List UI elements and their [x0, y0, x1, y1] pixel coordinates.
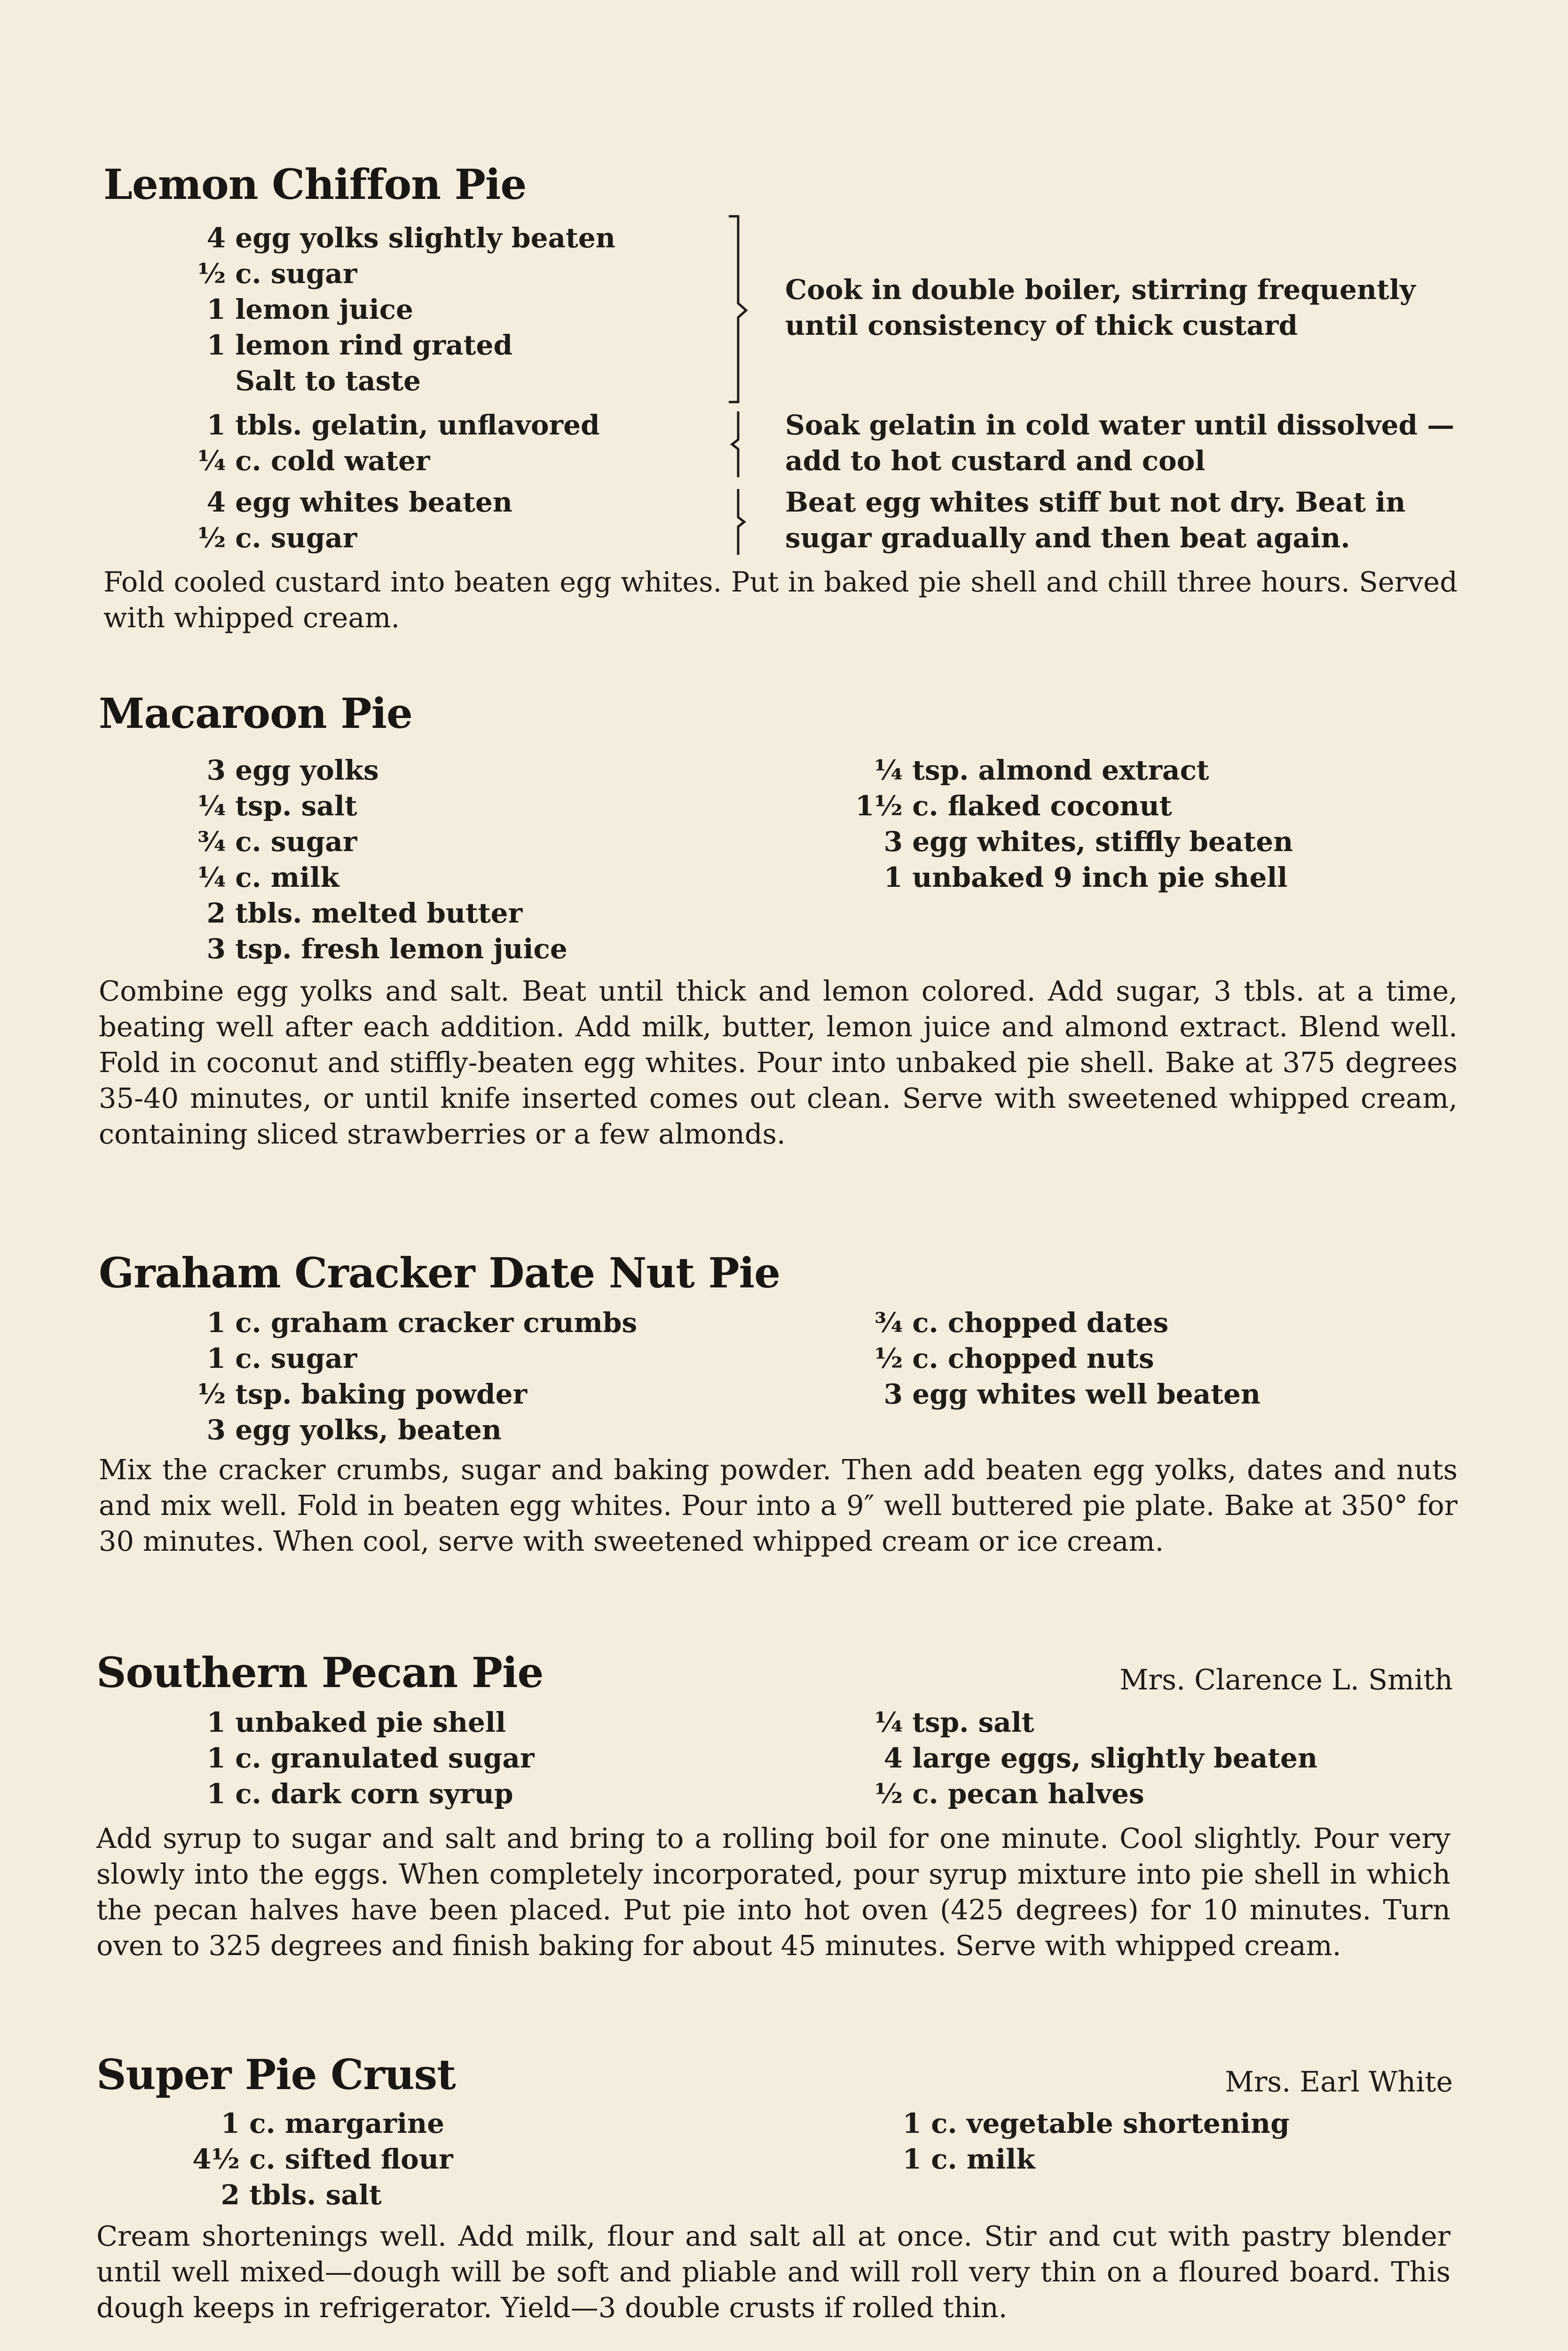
- crust-title: Super Pie Crust: [96, 2050, 456, 2099]
- crust-author: Mrs. Earl White: [1225, 2066, 1453, 2099]
- ingredient-line: 1 c. graham cracker crumbs: [206, 1307, 638, 1339]
- ingredient-line: 1 c. dark corn syrup: [206, 1778, 513, 1810]
- ingredient-line: ¼ tsp. salt: [197, 790, 357, 822]
- ingredient-line: 3 egg yolks: [206, 754, 379, 786]
- macaroon-left-ingredients: [197, 752, 567, 967]
- ingredient-line: 3 egg whites well beaten: [883, 1378, 1261, 1410]
- ingredient-line: ¼ c. cold water: [197, 445, 430, 477]
- brace-group2: [726, 409, 750, 480]
- ingredient-line: 1 c. granulated sugar: [206, 1742, 535, 1774]
- graham-right-ingredients: [875, 1305, 1261, 1412]
- lemon-note2: Soak gelatin in cold water until dissolved —add to hot custard and cool: [785, 409, 1455, 477]
- brace-group3: [726, 487, 750, 557]
- ingredient-line: ½ tsp. baking powder: [197, 1378, 528, 1410]
- ingredient-line: ¼ tsp. almond extract: [874, 754, 1209, 786]
- ingredient-line: 1 c. margarine: [221, 2107, 445, 2139]
- ingredient-line: 4 large eggs, slightly beaten: [883, 1742, 1318, 1774]
- macaroon-title: Macaroon Pie: [99, 689, 412, 738]
- macaroon-right-ingredients: [851, 752, 1293, 895]
- lemon-directions: Fold cooled custard into beaten egg whites. Put in baked pie shell and chill three hours. Served with whipped cream.: [103, 566, 1458, 634]
- ingredient-line: ¼ tsp. salt: [875, 1706, 1034, 1738]
- macaroon-directions: Combine egg yolks and salt. Beat until thick and lemon colored. Add sugar, 3 tbls. at a time, beating well after each addition. Add milk, butter, lemon juice and almond extract. Blend well. Fold in coconut and stiffly-beaten egg whites. Pour into unbaked pie shell. Bake at 375 degrees 35-40 minutes, or until knife inserted comes out clean. Serve with sweetened whipped cream, containing sliced strawberries or a few almonds.: [99, 975, 1458, 1150]
- ingredient-line: ¾ c. chopped dates: [875, 1307, 1169, 1339]
- ingredient-line: 4 egg yolks slightly beaten: [206, 222, 615, 254]
- ingredient-line: 3 tsp. fresh lemon juice: [206, 933, 567, 965]
- ingredient-line: 1 lemon juice: [206, 293, 413, 325]
- crust-left-ingredients: [179, 2106, 453, 2213]
- ingredient-line: 2 tbls. salt: [221, 2179, 382, 2211]
- ingredient-line: ½ c. chopped nuts: [875, 1342, 1154, 1374]
- pecan-directions: Add syrup to sugar and salt and bring to a rolling boil for one minute. Cool slightly. Pour very slowly into the eggs. When completely incorporated, pour syrup mixture into pie shell in which the pecan halves have been placed. Put pie into hot oven (425 degrees) for 10 minutes. Turn oven to 325 degrees and finish baking for about 45 minutes. Serve with whipped cream.: [96, 1822, 1450, 1962]
- pecan-right-ingredients: [875, 1704, 1317, 1812]
- pecan-title: Southern Pecan Pie: [96, 1648, 544, 1697]
- ingredient-line: 2 tbls. melted butter: [206, 897, 523, 929]
- ingredient-line: 1 c. milk: [902, 2143, 1035, 2175]
- brace-group1: [726, 214, 750, 404]
- pecan-author: Mrs. Clarence L. Smith: [1119, 1664, 1453, 1696]
- ingredient-line: Salt to taste: [235, 365, 421, 397]
- ingredient-line: 1 tbls. gelatin, unflavored: [206, 409, 600, 441]
- lemon-group3-ingredients: [197, 484, 512, 556]
- pecan-left-ingredients: [197, 1704, 535, 1812]
- ingredient-line: 1 c. vegetable shortening: [902, 2107, 1290, 2139]
- lemon-note1: Cook in double boiler, stirring frequently until consistency of thick custard: [785, 274, 1416, 341]
- ingredient-line: 1 lemon rind grated: [206, 329, 513, 361]
- crust-right-ingredients: [893, 2106, 1290, 2177]
- lemon-group2-ingredients: [197, 407, 600, 479]
- graham-left-ingredients: [197, 1305, 637, 1448]
- ingredient-line: ¾ c. sugar: [197, 826, 357, 858]
- lemon-chiffon-title: Lemon Chiffon Pie: [103, 160, 527, 209]
- ingredient-line: 1 unbaked 9 inch pie shell: [883, 861, 1288, 893]
- ingredient-line: 1½ c. flaked coconut: [855, 790, 1172, 822]
- lemon-group1-ingredients: [197, 220, 615, 399]
- lemon-note3: Beat egg whites stiff but not dry. Beat in sugar gradually and then beat again.: [785, 486, 1406, 554]
- graham-title: Graham Cracker Date Nut Pie: [99, 1248, 780, 1297]
- ingredient-line: 3 egg yolks, beaten: [206, 1414, 502, 1446]
- ingredient-line: ½ c. sugar: [197, 258, 357, 290]
- ingredient-line: 1 c. sugar: [206, 1342, 357, 1374]
- ingredient-line: 4 egg whites beaten: [206, 486, 512, 518]
- graham-directions: Mix the cracker crumbs, sugar and baking powder. Then add beaten egg yolks, dates and nuts and mix well. Fold in beaten egg whites. Pour into a 9″ well buttered pie plate. Bake at 350° for 30 minutes. When cool, serve with sweetened whipped cream or ice cream.: [99, 1453, 1458, 1557]
- crust-directions: Cream shortenings well. Add milk, flour and salt all at once. Stir and cut with pastry blender until well mixed—dough will be soft and pliable and will roll very thin on a floured board. This dough keeps in refrigerator. Yield—3 double crusts if rolled thin.: [96, 2220, 1450, 2324]
- ingredient-line: ½ c. pecan halves: [875, 1778, 1144, 1810]
- ingredient-line: 1 unbaked pie shell: [206, 1706, 506, 1738]
- ingredient-line: 4½ c. sifted flour: [192, 2143, 453, 2175]
- ingredient-line: ¼ c. milk: [197, 861, 339, 893]
- ingredient-line: 3 egg whites, stiffly beaten: [883, 826, 1293, 858]
- ingredient-line: ½ c. sugar: [197, 522, 357, 554]
